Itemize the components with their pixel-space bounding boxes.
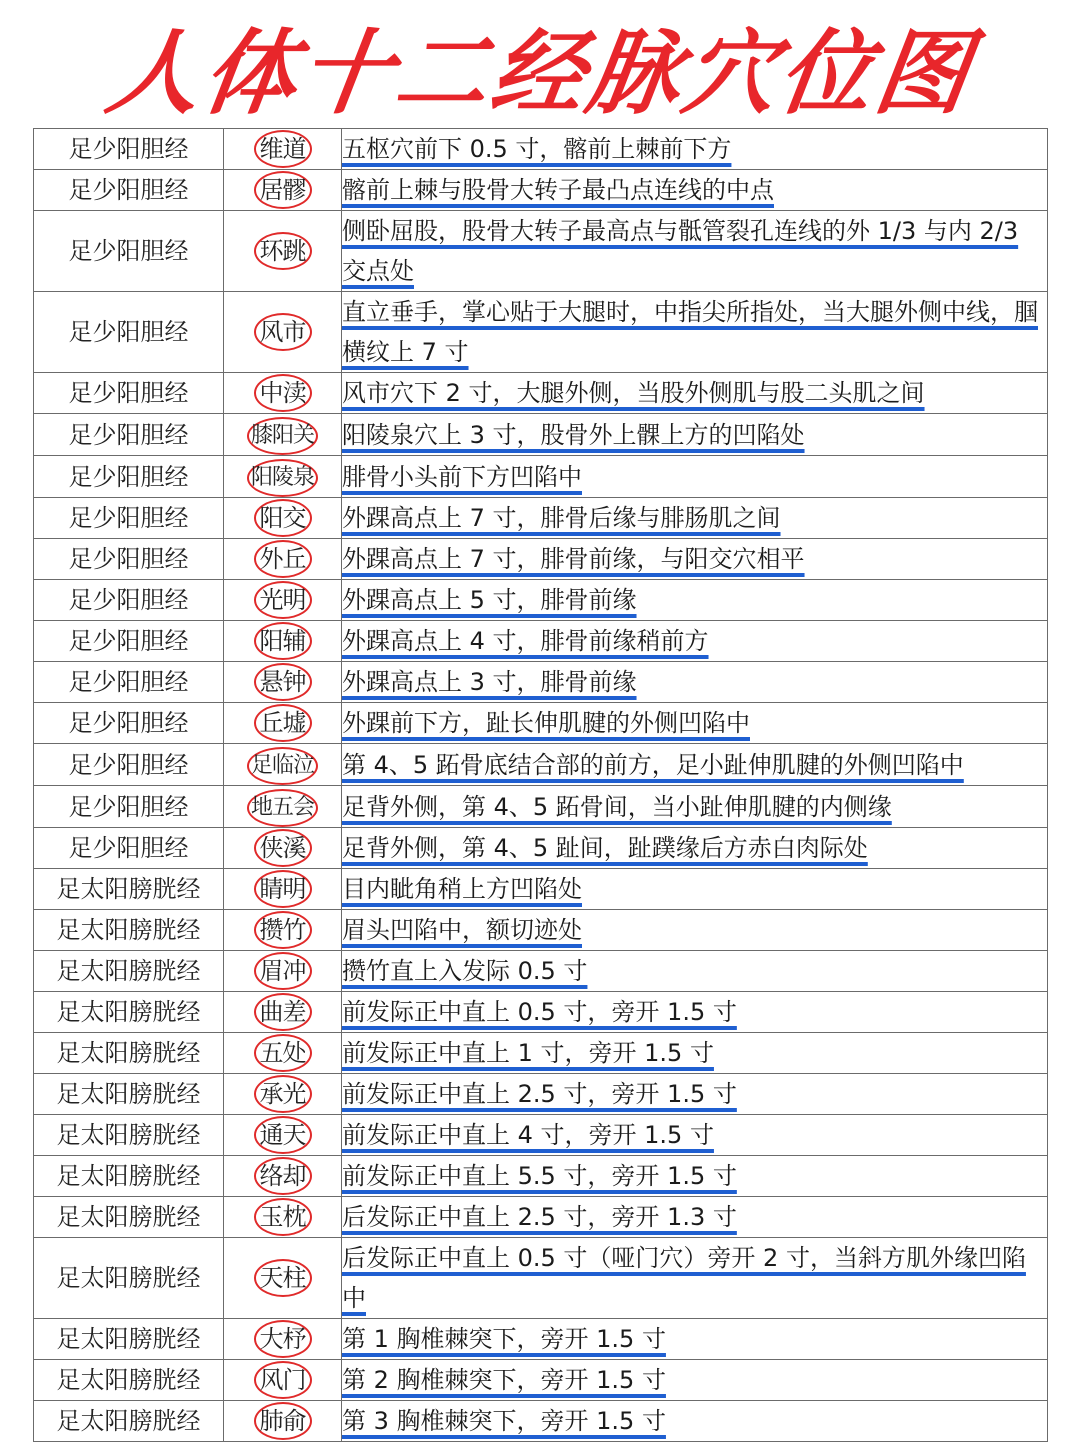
acupoint-cell <box>224 951 342 992</box>
acupoint-table-body <box>34 129 1048 1442</box>
location-text: 后发际正中直上 2.5 寸，旁开 1.3 寸 <box>342 1203 737 1231</box>
location-text: 后发际正中直上 0.5 寸（哑门穴）旁开 2 寸，当斜方肌外缘凹陷中 <box>342 1244 1026 1312</box>
location-cell <box>342 1319 1048 1360</box>
location-text: 第 3 胸椎棘突下，旁开 1.5 寸 <box>342 1407 666 1435</box>
acupoint-cell <box>224 869 342 910</box>
acupoint-cell <box>224 910 342 951</box>
location-text: 外踝高点上 5 寸，腓骨前缘 <box>342 586 637 614</box>
table-row <box>34 292 1048 373</box>
location-cell <box>342 1115 1048 1156</box>
meridian-cell: 足少阳胆经 <box>34 170 224 211</box>
acupoint-cell <box>224 1360 342 1401</box>
acupoint-name: 承光 <box>254 1075 312 1113</box>
location-cell <box>342 498 1048 539</box>
table-row <box>34 662 1048 703</box>
acupoint-cell <box>224 129 342 170</box>
location-text: 前发际正中直上 4 寸，旁开 1.5 寸 <box>342 1121 714 1149</box>
table-row <box>34 1319 1048 1360</box>
location-text: 目内眦角稍上方凹陷处 <box>342 875 582 903</box>
page-title: 人体十二经脉穴位图 <box>100 20 980 127</box>
location-cell <box>342 744 1048 786</box>
acupoint-name: 络却 <box>254 1157 312 1195</box>
acupoint-name: 攒竹 <box>254 911 312 949</box>
acupoint-cell <box>224 662 342 703</box>
location-cell <box>342 910 1048 951</box>
acupoint-name: 足临泣 <box>247 747 318 785</box>
location-cell <box>342 539 1048 580</box>
table-row <box>34 1115 1048 1156</box>
meridian-cell: 足少阳胆经 <box>34 662 224 703</box>
meridian-cell: 足太阳膀胱经 <box>34 1197 224 1238</box>
location-text: 外踝高点上 7 寸，腓骨前缘，与阳交穴相平 <box>342 545 805 573</box>
acupoint-name: 大杼 <box>254 1320 312 1358</box>
meridian-cell: 足少阳胆经 <box>34 211 224 292</box>
meridian-cell: 足太阳膀胱经 <box>34 1238 224 1319</box>
acupoint-name: 外丘 <box>254 540 312 578</box>
location-cell <box>342 992 1048 1033</box>
location-cell <box>342 1401 1048 1442</box>
location-cell <box>342 211 1048 292</box>
acupoint-cell <box>224 539 342 580</box>
acupoint-cell <box>224 414 342 456</box>
meridian-cell: 足少阳胆经 <box>34 498 224 539</box>
meridian-cell: 足少阳胆经 <box>34 539 224 580</box>
acupoint-cell <box>224 828 342 869</box>
table-row <box>34 414 1048 456</box>
acupoint-name: 丘墟 <box>254 704 312 742</box>
location-cell <box>342 703 1048 744</box>
table-row <box>34 621 1048 662</box>
location-text: 足背外侧，第 4、5 跖骨间，当小趾伸肌腱的内侧缘 <box>342 792 892 821</box>
location-cell <box>342 621 1048 662</box>
location-cell <box>342 170 1048 211</box>
location-cell <box>342 292 1048 373</box>
table-row <box>34 869 1048 910</box>
acupoint-cell <box>224 1401 342 1442</box>
table-row <box>34 1156 1048 1197</box>
location-text: 前发际正中直上 1 寸，旁开 1.5 寸 <box>342 1039 714 1067</box>
acupoint-name: 光明 <box>254 581 312 619</box>
location-text: 第 4、5 跖骨底结合部的前方，足小趾伸肌腱的外侧凹陷中 <box>342 750 964 779</box>
table-row <box>34 373 1048 414</box>
location-cell <box>342 1074 1048 1115</box>
location-cell <box>342 1360 1048 1401</box>
meridian-cell: 足太阳膀胱经 <box>34 1319 224 1360</box>
acupoint-name: 地五会 <box>247 789 318 827</box>
table-row <box>34 1401 1048 1442</box>
acupoint-cell <box>224 1033 342 1074</box>
location-cell <box>342 662 1048 703</box>
table-row <box>34 828 1048 869</box>
location-text: 第 2 胸椎棘突下，旁开 1.5 寸 <box>342 1366 666 1394</box>
table-row <box>34 539 1048 580</box>
acupoint-name: 环跳 <box>254 232 312 270</box>
location-cell <box>342 1156 1048 1197</box>
acupoint-name: 中渎 <box>254 374 312 412</box>
location-cell <box>342 580 1048 621</box>
acupoint-name: 居髎 <box>254 171 312 209</box>
acupoint-name: 通天 <box>254 1116 312 1154</box>
table-row <box>34 1074 1048 1115</box>
acupoint-cell <box>224 1319 342 1360</box>
meridian-cell: 足太阳膀胱经 <box>34 869 224 910</box>
acupoint-cell <box>224 1074 342 1115</box>
location-cell <box>342 129 1048 170</box>
meridian-cell: 足少阳胆经 <box>34 292 224 373</box>
acupoint-name: 睛明 <box>254 870 312 908</box>
meridian-cell: 足太阳膀胱经 <box>34 1033 224 1074</box>
acupoint-cell <box>224 1197 342 1238</box>
table-row <box>34 456 1048 498</box>
acupoint-name: 悬钟 <box>254 663 312 701</box>
meridian-cell: 足少阳胆经 <box>34 828 224 869</box>
location-text: 前发际正中直上 0.5 寸，旁开 1.5 寸 <box>342 998 737 1026</box>
acupoint-name: 风门 <box>254 1361 312 1399</box>
table-row <box>34 129 1048 170</box>
location-cell <box>342 1238 1048 1319</box>
table-row <box>34 1360 1048 1401</box>
location-cell <box>342 828 1048 869</box>
acupoint-cell <box>224 580 342 621</box>
location-text: 外踝高点上 3 寸，腓骨前缘 <box>342 668 637 696</box>
acupoint-cell <box>224 1156 342 1197</box>
acupoint-cell <box>224 211 342 292</box>
meridian-cell: 足太阳膀胱经 <box>34 1360 224 1401</box>
acupoint-name: 阳辅 <box>254 622 312 660</box>
location-text: 外踝高点上 7 寸，腓骨后缘与腓肠肌之间 <box>342 504 781 532</box>
meridian-cell: 足少阳胆经 <box>34 373 224 414</box>
location-cell <box>342 456 1048 498</box>
location-text: 足背外侧，第 4、5 趾间，趾蹼缘后方赤白肉际处 <box>342 834 868 862</box>
meridian-cell: 足少阳胆经 <box>34 456 224 498</box>
meridian-cell: 足太阳膀胱经 <box>34 1115 224 1156</box>
location-cell <box>342 1033 1048 1074</box>
table-row <box>34 703 1048 744</box>
table-row <box>34 170 1048 211</box>
acupoint-name: 膝阳关 <box>247 417 318 455</box>
acupoint-name: 玉枕 <box>254 1198 312 1236</box>
meridian-cell: 足太阳膀胱经 <box>34 992 224 1033</box>
acupoint-cell <box>224 703 342 744</box>
location-text: 风市穴下 2 寸，大腿外侧，当股外侧肌与股二头肌之间 <box>342 379 925 407</box>
acupoint-name: 肺俞 <box>254 1402 312 1440</box>
meridian-cell: 足太阳膀胱经 <box>34 1074 224 1115</box>
location-text: 第 1 胸椎棘突下，旁开 1.5 寸 <box>342 1325 666 1353</box>
table-row <box>34 744 1048 786</box>
location-text: 髂前上棘与股骨大转子最凸点连线的中点 <box>342 176 774 204</box>
acupoint-cell <box>224 1238 342 1319</box>
acupoint-cell <box>224 292 342 373</box>
location-cell <box>342 414 1048 456</box>
acupoint-cell <box>224 1115 342 1156</box>
acupoint-name: 天柱 <box>254 1259 312 1297</box>
location-text: 阳陵泉穴上 3 寸，股骨外上髁上方的凹陷处 <box>342 420 805 449</box>
acupoint-cell <box>224 498 342 539</box>
meridian-cell: 足少阳胆经 <box>34 744 224 786</box>
acupoint-table <box>33 128 1048 1442</box>
location-text: 侧卧屈股，股骨大转子最高点与骶管裂孔连线的外 1/3 与内 2/3 交点处 <box>342 217 1019 285</box>
meridian-cell: 足少阳胆经 <box>34 703 224 744</box>
acupoint-name: 曲差 <box>254 993 312 1031</box>
meridian-cell: 足太阳膀胱经 <box>34 1401 224 1442</box>
meridian-cell: 足少阳胆经 <box>34 786 224 828</box>
meridian-cell: 足少阳胆经 <box>34 129 224 170</box>
acupoint-name: 阳交 <box>254 499 312 537</box>
location-cell <box>342 1197 1048 1238</box>
location-text: 腓骨小头前下方凹陷中 <box>342 462 582 491</box>
table-row <box>34 951 1048 992</box>
meridian-cell: 足少阳胆经 <box>34 414 224 456</box>
table-row <box>34 580 1048 621</box>
meridian-cell: 足太阳膀胱经 <box>34 1156 224 1197</box>
acupoint-name: 维道 <box>254 130 312 168</box>
location-cell <box>342 786 1048 828</box>
acupoint-cell <box>224 621 342 662</box>
table-row <box>34 1197 1048 1238</box>
acupoint-cell <box>224 373 342 414</box>
acupoint-cell <box>224 744 342 786</box>
table-row <box>34 498 1048 539</box>
meridian-cell: 足太阳膀胱经 <box>34 910 224 951</box>
location-text: 五枢穴前下 0.5 寸，髂前上棘前下方 <box>342 135 732 163</box>
location-text: 外踝前下方，趾长伸肌腱的外侧凹陷中 <box>342 709 750 737</box>
acupoint-cell <box>224 992 342 1033</box>
acupoint-name: 五处 <box>254 1034 312 1072</box>
meridian-cell: 足太阳膀胱经 <box>34 951 224 992</box>
meridian-cell: 足少阳胆经 <box>34 580 224 621</box>
location-text: 直立垂手，掌心贴于大腿时，中指尖所指处，当大腿外侧中线，腘横纹上 7 寸 <box>342 298 1038 366</box>
acupoint-name: 侠溪 <box>254 829 312 867</box>
acupoint-cell <box>224 170 342 211</box>
acupoint-cell <box>224 456 342 498</box>
table-row <box>34 1238 1048 1319</box>
acupoint-name: 风市 <box>254 313 312 351</box>
table-row <box>34 992 1048 1033</box>
table-row <box>34 910 1048 951</box>
location-cell <box>342 951 1048 992</box>
acupoint-cell <box>224 786 342 828</box>
location-cell <box>342 373 1048 414</box>
acupoint-name: 阳陵泉 <box>247 459 318 497</box>
location-text: 外踝高点上 4 寸，腓骨前缘稍前方 <box>342 627 709 655</box>
table-row <box>34 786 1048 828</box>
location-text: 眉头凹陷中，额切迹处 <box>342 916 582 944</box>
location-text: 攒竹直上入发际 0.5 寸 <box>342 957 588 985</box>
table-row <box>34 211 1048 292</box>
location-text: 前发际正中直上 5.5 寸，旁开 1.5 寸 <box>342 1162 737 1190</box>
acupoint-name: 眉冲 <box>254 952 312 990</box>
meridian-cell: 足少阳胆经 <box>34 621 224 662</box>
location-text: 前发际正中直上 2.5 寸，旁开 1.5 寸 <box>342 1080 737 1108</box>
table-row <box>34 1033 1048 1074</box>
location-cell <box>342 869 1048 910</box>
